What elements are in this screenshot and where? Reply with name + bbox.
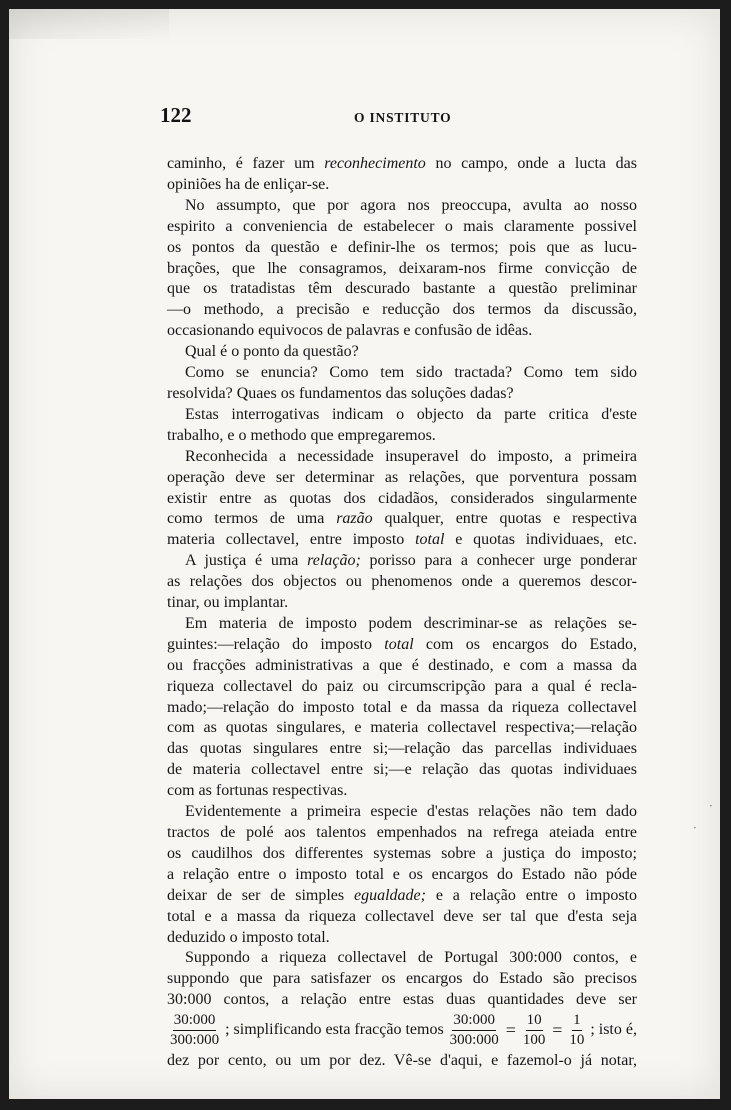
text-line: das quotas singulares entre si;—relação das parcellas individuaes xyxy=(167,740,637,758)
numerator: 1 xyxy=(572,1012,582,1031)
text-line xyxy=(167,635,637,656)
text-line: espirito a conveniencia de estabelecer o mais claramente possivel xyxy=(167,217,637,235)
text-line: que os tratadistas têm descurado bastante a questão preliminar xyxy=(167,280,637,298)
italic-term: reconhecimento xyxy=(324,155,426,172)
text-line: com as fortunas respectivas. xyxy=(167,782,348,800)
text-line: a relação entre o imposto total e os encargos do Estado não póde xyxy=(167,865,637,883)
text-run: e quotas individuaes, etc. xyxy=(444,531,637,549)
text-line: deduzido o imposto total. xyxy=(167,928,330,946)
text-line: as relações dos objectos ou phenomenos onde a queremos descor- xyxy=(167,573,637,591)
italic-term: relação; xyxy=(307,552,361,570)
text-line: opiniões ha de enliçar-se. xyxy=(167,175,330,193)
text-line xyxy=(167,154,637,175)
text-line: Estas interrogativas indicam o objecto da parte critica d'este xyxy=(185,405,637,423)
text-line: Reconhecida a necessidade insuperavel do imposto, a primeira xyxy=(185,447,637,465)
text-line: tractos de polé aos talentos empenhados na refrega ateiada entre xyxy=(167,824,637,841)
text-line: os caudilhos dos differentes systemas sobre a justiça do imposto; xyxy=(167,844,637,862)
text-run: porisso para a conhecer urge ponderar xyxy=(360,552,637,570)
denominator: 300:000 xyxy=(449,1031,499,1048)
fraction-3 xyxy=(522,1012,547,1049)
numerator: 10 xyxy=(526,1012,543,1031)
text-line xyxy=(167,530,637,551)
text-run: com os encargos do Estado, xyxy=(413,635,638,653)
text-line: mado;—relação do imposto total e da massa da riqueza collectavel xyxy=(167,698,637,716)
text-line xyxy=(167,886,637,907)
text-run: guintes:—relação do imposto xyxy=(167,635,385,653)
book-page xyxy=(9,9,720,1099)
text-line: existir entre as quotas dos cidadãos, considerados singularmente xyxy=(167,489,637,507)
text-line: —o methodo, a precisão e reducção dos termos da discussão, xyxy=(167,301,637,319)
text-line: Em materia de imposto podem descriminar-se as relações se- xyxy=(185,614,637,632)
italic-term: total xyxy=(415,531,445,549)
text-run: no campo, onde a lucta das xyxy=(425,155,637,172)
text-line: suppondo que para satisfazer os encargos do Estado são precisos xyxy=(167,970,637,988)
numerator: 30:000 xyxy=(452,1012,496,1031)
fraction-equation-line xyxy=(167,1009,637,1051)
text-line: occasionando equivocos de palavras e confusão de idêas. xyxy=(167,322,533,340)
text-line: os pontos da questão e definir-lhe os termos; pois que as lucu- xyxy=(167,238,637,256)
text-line: Suppondo a riqueza collectavel de Portugal 300:000 contos, e xyxy=(185,949,637,967)
text-run: materia collectavel, entre imposto xyxy=(167,531,416,549)
running-header xyxy=(160,103,637,133)
text-run: caminho, é fazer um xyxy=(167,155,325,172)
text-line xyxy=(167,509,637,530)
text-line: tinar, ou implantar. xyxy=(167,594,289,612)
text-run: deixar de ser de simples xyxy=(167,886,354,904)
italic-term: razão xyxy=(336,510,373,528)
denominator: 100 xyxy=(522,1031,546,1048)
fraction-text: ; isto é, xyxy=(590,1020,637,1038)
equals-sign: = xyxy=(505,1019,516,1040)
text-line: resolvida? Quaes os fundamentos das soluções dadas? xyxy=(167,384,514,402)
text-line: Como se enuncia? Como tem sido tractada? Como tem sido xyxy=(185,364,637,382)
margin-speck: · xyxy=(693,821,697,835)
fraction-1 xyxy=(169,1012,220,1049)
text-line: trabalho, e o methodo que empregaremos. xyxy=(167,426,436,444)
text-run: qualquer, entre quotas e respectiva xyxy=(372,510,637,528)
journal-title: O INSTITUTO xyxy=(354,110,452,125)
text-line: com as quotas singulares, e materia collectavel respectiva;—relação xyxy=(167,719,637,737)
text-line: operação deve ser determinar as relações, que porventura possam xyxy=(167,468,637,486)
fraction-text: ; simplificando esta fracção temos xyxy=(225,1020,444,1038)
italic-term: egualdade; xyxy=(353,886,426,904)
text-line: ou fracções administrativas a que é destinado, e com a massa da xyxy=(167,656,637,674)
text-line: riqueza collectavel do paiz ou circumscripção para a qual é recla- xyxy=(167,677,637,695)
text-run: A justiça é uma xyxy=(185,552,308,570)
text-line: total e a massa da riqueza collectavel deve ser tal que d'esta seja xyxy=(167,907,637,925)
italic-term: total xyxy=(384,635,414,653)
text-line: Evidentemente a primeira especie d'estas relações não tem dado xyxy=(185,803,637,821)
text-line xyxy=(167,551,637,572)
text-line: brações, que lhe consagramos, deixaram-nos firme convicção de xyxy=(167,259,637,277)
text-line: dez por cento, ou um por dez. Vê-se d'aqui, e fazemol-o já notar, xyxy=(167,1052,637,1070)
fraction-2 xyxy=(449,1012,500,1049)
numerator: 30:000 xyxy=(173,1012,217,1031)
body-text xyxy=(167,154,637,1072)
page-number: 122 xyxy=(160,103,192,127)
denominator: 10 xyxy=(569,1031,585,1048)
fraction-4 xyxy=(568,1012,585,1049)
margin-speck: · xyxy=(709,799,713,813)
text-run: como termos de uma xyxy=(167,510,337,528)
text-line: de materia collectavel entre si;—e relação das quotas individuaes xyxy=(167,761,637,779)
text-line: Qual é o ponto da questão? xyxy=(185,343,359,361)
equals-sign: = xyxy=(552,1019,563,1040)
denominator: 300:000 xyxy=(170,1031,220,1048)
text-line: No assumpto, que por agora nos preoccupa, avulta ao nosso xyxy=(185,196,637,214)
text-run: e a relação entre o imposto xyxy=(425,886,637,904)
text-line: 30:000 contos, a relação entre estas duas quantidades deve ser xyxy=(167,991,637,1009)
